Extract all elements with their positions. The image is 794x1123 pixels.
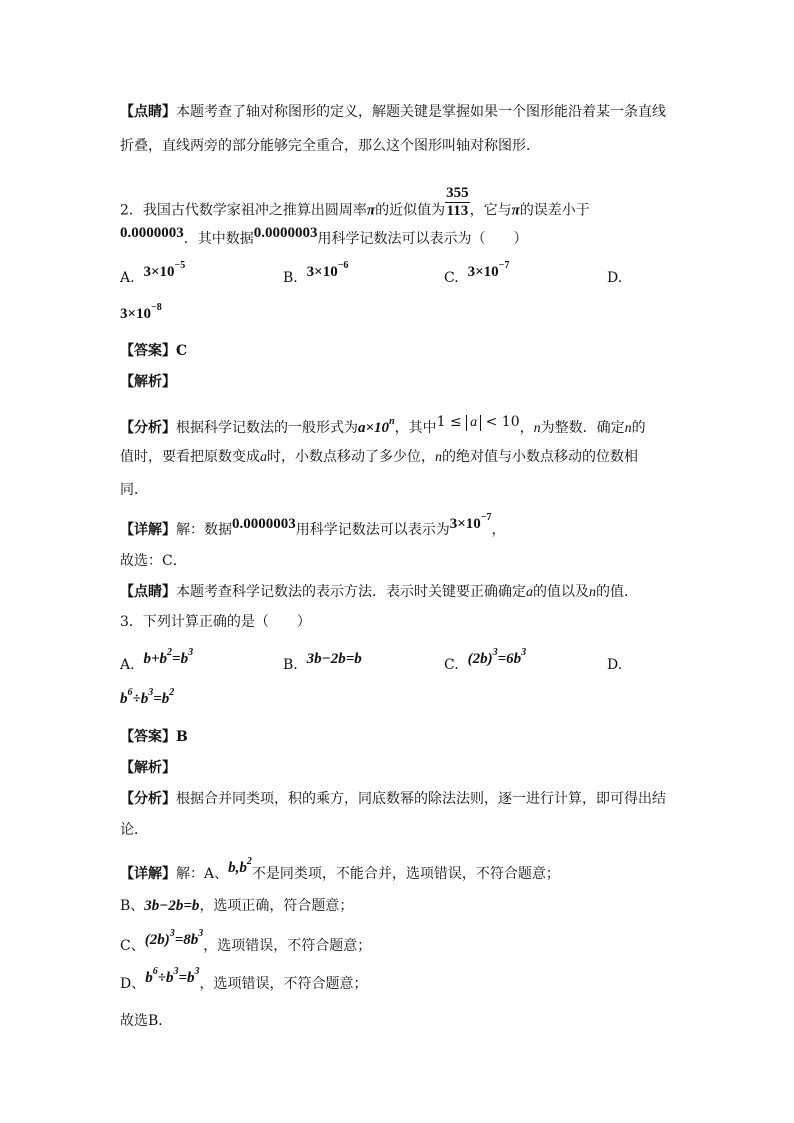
pi-symbol: π xyxy=(511,202,520,219)
q3-xiangjie-b: B、3b−2b=b，选项正确，符合题意； xyxy=(120,898,354,914)
q2-answer: 【答案】C xyxy=(120,343,188,359)
q3-xiangjie-d: D、$b^6\div b^3=b^3$，选项错误，不符合题意； xyxy=(120,966,368,992)
q2-analysis-label: 【解析】 xyxy=(120,374,176,390)
q3-choose: 故选B． xyxy=(120,1013,173,1029)
q2-option-c[interactable]: C. $3\times 10^{-7}$ xyxy=(444,260,510,286)
value-0.0000003: 0.0000003 xyxy=(253,225,318,241)
inequality: 1 ≤ a < 10 xyxy=(436,414,520,430)
q3-option-c[interactable]: C. $(2b)^3=6b^3$ xyxy=(444,647,527,673)
value-0.0000003: 0.0000003 xyxy=(120,225,184,241)
q2-choose: 故选：C． xyxy=(120,553,187,569)
q3-answer: 【答案】B xyxy=(120,729,188,745)
fraction-355-113: $\frac{355}{113}$ xyxy=(446,185,469,219)
q2-stem-line2: 0.0000003．其中数据0.0000003用科学记数法可以表示为（ ） xyxy=(120,225,528,247)
q2-fenxi-line2: 值时，要看把原数变成a时，小数点移动了多少位，n的绝对值与小数点移动的位数相 xyxy=(120,449,638,465)
q3-analysis-label: 【解析】 xyxy=(120,760,176,776)
q3-xiangjie-c: C、$(2b)^3=8b^3$，选项错误，不符合题意； xyxy=(120,928,372,954)
q3-option-b[interactable]: B. 3b−2b=b xyxy=(283,651,362,673)
q3-fenxi-line2: 论． xyxy=(120,822,148,838)
dianjing-label: 【点睛】 xyxy=(120,104,176,120)
q2-dianjing: 【点睛】本题考查科学记数法的表示方法．表示时关键要正确确定a的值以及n的值． xyxy=(120,584,638,600)
dianjing-prev-line1: 【点睛】本题考查了轴对称图形的定义，解题关键是掌握如果一个图形能沿着某一条直线 xyxy=(120,104,666,120)
q2-option-a[interactable]: A. $3\times 10^{-5}$ xyxy=(120,260,186,286)
q2-fenxi-line3: 同． xyxy=(120,482,148,498)
q2-fenxi-line1: 【分析】根据科学记数法的一般形式为$a\times 10^n$，其中1 ≤ a < 10，n为整数．确定n的 xyxy=(120,414,646,436)
dianjing-prev-line2: 折叠，直线两旁的部分能够完全重合，那么这个图形叫轴对称图形． xyxy=(120,138,540,154)
q2-stem-line1: 2．我国古代数学家祖冲之推算出圆周率π的近似值为 $\frac{355}{113}$ ，它与π的误差小于 xyxy=(120,185,590,219)
q3-xiangjie-a: 【详解】解：A、$b,b^2$不是同类项，不能合并，选项错误，不符合题意； xyxy=(120,856,560,882)
q3-option-a[interactable]: A. $b+b^2=b^3$ xyxy=(120,647,194,673)
q3-option-d[interactable]: $b^6\div b^3=b^2$ xyxy=(120,687,175,707)
q2-option-d-letter[interactable]: D. xyxy=(607,270,623,286)
q2-option-b[interactable]: B. $3\times 10^{-6}$ xyxy=(283,260,349,286)
q2-option-d[interactable]: $3\times 10^{-8}$ xyxy=(120,302,162,322)
q3-option-d-letter[interactable]: D. xyxy=(607,657,623,673)
q3-stem: 3．下列计算正确的是（ ） xyxy=(120,614,311,630)
q2-xiangjie: 【详解】解：数据0.0000003用科学记数法可以表示为$3\times 10^{-7}$， xyxy=(120,512,506,538)
pi-symbol: π xyxy=(366,202,376,219)
q3-fenxi-line1: 【分析】根据合并同类项，积的乘方，同底数幂的除法法则，逐一进行计算，即可得出结 xyxy=(120,791,666,807)
